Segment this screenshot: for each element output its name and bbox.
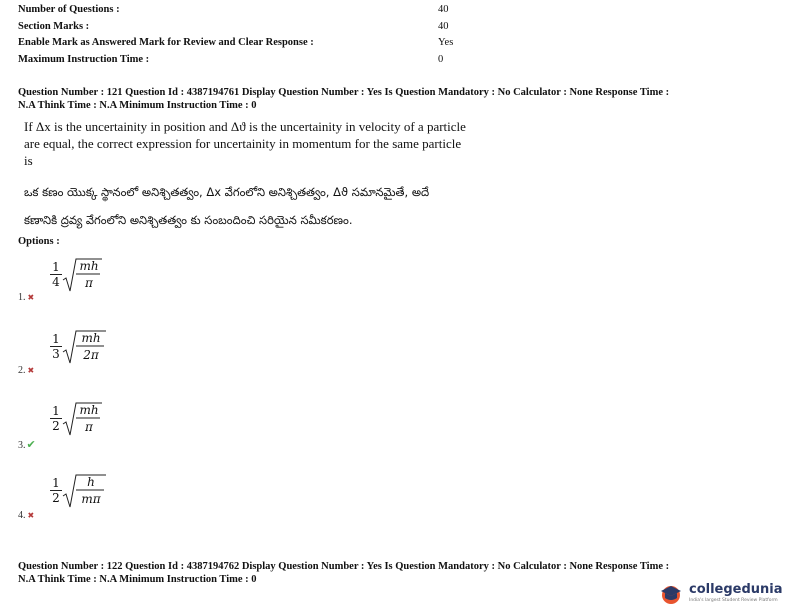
fraction-denominator: 3 [52, 347, 60, 361]
question-text-telugu-line2: కణానికి ద్రవ్య వేగంలోని అనిశ్చితత్వం కు సంబందించి సరియైన సమీకరణం. [24, 213, 353, 227]
meta-label: Section Marks : [18, 20, 90, 32]
fraction-numerator: 1 [50, 476, 62, 491]
fraction [50, 260, 62, 289]
meta-value: 0 [438, 53, 444, 65]
meta-label: Maximum Instruction Time : [18, 53, 150, 65]
question-header-line1: Question Number : 122 Question Id : 4387194762 Display Question Number : Yes Is Question Mandatory : No Calculator : None Response Time : [18, 561, 670, 572]
radical-numerator: h [87, 475, 95, 489]
meta-value: Yes [438, 37, 454, 48]
meta-row-questions [18, 2, 518, 19]
option-2-number[interactable] [18, 365, 34, 376]
wrong-mark-icon: ✖ [27, 293, 35, 302]
radical-denominator: π [85, 420, 93, 434]
fraction-numerator: 1 [50, 260, 62, 275]
collegedunia-logo [659, 581, 789, 607]
logo-tagline: India's largest Student Review Platform [689, 598, 778, 603]
option-1-number[interactable] [18, 292, 34, 303]
option-number-text: 4. [18, 510, 26, 521]
meta-row-instruction-time [18, 52, 518, 69]
fraction-numerator: 1 [50, 404, 62, 419]
radical-numerator: mh [81, 331, 101, 345]
fraction-denominator: 4 [52, 275, 60, 289]
question-header-line2: N.A Think Time : N.A Minimum Instruction Time : 0 [18, 100, 257, 111]
section-meta [18, 2, 518, 68]
wrong-mark-icon: ✖ [27, 366, 35, 375]
correct-check-icon: ✔ [26, 439, 36, 451]
radical-numerator: mh [79, 403, 99, 417]
question-header-line1: Question Number : 121 Question Id : 4387194761 Display Question Number : Yes Is Question Mandatory : No Calculator : None Response Time : [18, 87, 670, 98]
fraction [50, 476, 62, 505]
radical-denominator: 2π [83, 348, 99, 362]
wrong-mark-icon: ✖ [27, 511, 35, 520]
radical-denominator: π [85, 276, 93, 290]
fraction-denominator: 2 [52, 491, 60, 505]
meta-row-marks [18, 19, 518, 36]
meta-value: 40 [438, 20, 449, 32]
logo-name: collegedunia [689, 582, 783, 597]
fraction [50, 332, 62, 361]
option-3-number[interactable] [18, 438, 36, 451]
meta-label: Number of Questions : [18, 4, 120, 15]
radical-numerator: mh [79, 259, 99, 273]
option-number-text: 1. [18, 292, 26, 303]
question-text-line: is [24, 153, 33, 168]
meta-value: 40 [438, 4, 449, 15]
question-header [18, 86, 778, 112]
option-4-number[interactable] [18, 510, 34, 521]
question-text-telugu-line1: ఒక కణం యొక్క స్థానంలో అనిశ్చితత్వం, Δx వేగంలోని అనిశ్చితత్వం, Δϑ సమానమైతే, అదే [24, 185, 430, 199]
question-text-line: are equal, the correct expression for uncertainity in momentum for the same particle [24, 136, 462, 151]
fraction [50, 404, 62, 433]
radical-denominator: mπ [81, 492, 101, 506]
option-number-text: 2. [18, 365, 26, 376]
question-header-line2: N.A Think Time : N.A Minimum Instruction Time : 0 [18, 574, 257, 585]
options-label: Options : [18, 236, 60, 247]
graduation-cap-icon [659, 583, 683, 605]
fraction-numerator: 1 [50, 332, 62, 347]
option-number-text: 3. [18, 440, 26, 451]
fraction-denominator: 2 [52, 419, 60, 433]
meta-row-mark-review [18, 35, 518, 52]
question-text-english [24, 118, 564, 169]
meta-label: Enable Mark as Answered Mark for Review and Clear Response : [18, 37, 314, 48]
question-text-line: If Δx is the uncertainity in position and Δϑ is the uncertainity in velocity of a particle [24, 119, 466, 134]
